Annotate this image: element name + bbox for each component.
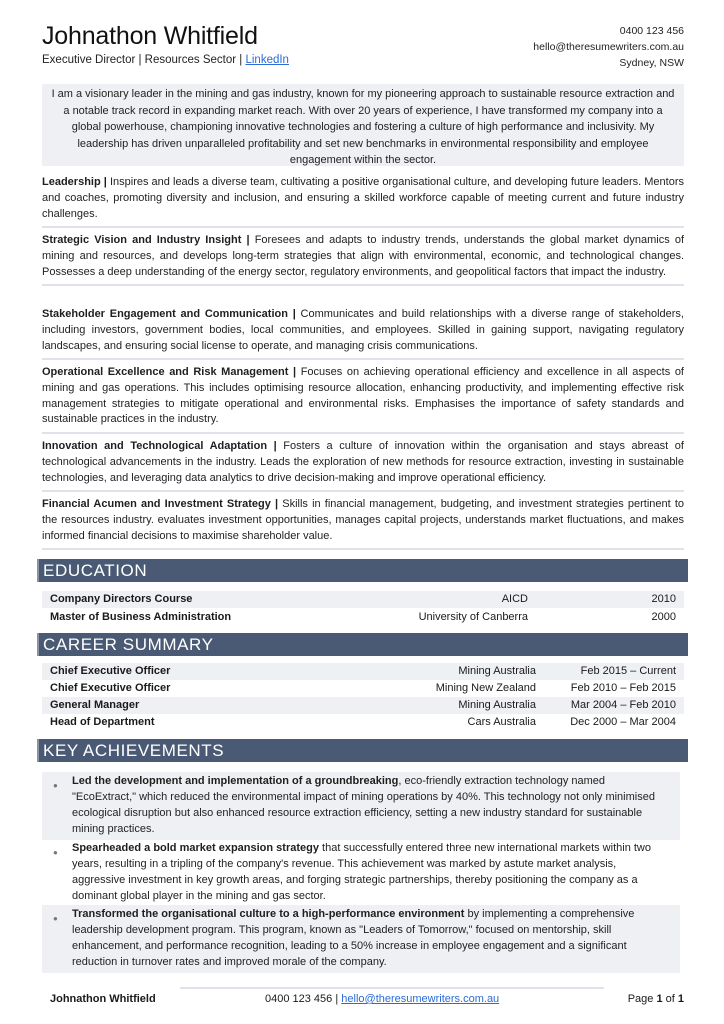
career-row (42, 714, 684, 731)
skill-leadership (42, 175, 684, 228)
achievement-bold: Led the development and implementation of a groundbreaking (72, 775, 399, 787)
career-title: Chief Executive Officer (50, 665, 171, 677)
achievement-item (42, 839, 680, 907)
career-title: General Manager (50, 699, 140, 711)
page-number (628, 993, 684, 1005)
footer-email-link[interactable]: hello@theresumewriters.com.au (341, 993, 500, 1005)
skill-title: Financial Acumen and Investment Strategy | (42, 498, 283, 510)
page-total: 1 (677, 993, 684, 1005)
bullet-icon: ● (53, 914, 58, 923)
career-dates: Feb 2010 – Feb 2015 (570, 682, 676, 694)
career-dates: Feb 2015 – Current (580, 665, 676, 677)
education-institution: AICD (501, 593, 528, 605)
education-title: Company Directors Course (50, 593, 193, 605)
achievement-text: by implementing a comprehensive leadership development program. This program, known as "Leaders of Tomorrow," focused on mentorship, skill enhancement, and performance recognition, leading to a 50% increase in employee engagement and a significant reduction in turnover rates and improved morale of the company. (72, 908, 635, 968)
skill-stakeholder-engagement (42, 307, 684, 360)
achievement-item (42, 772, 680, 840)
footer-separator: | (332, 993, 342, 1005)
education-row (42, 609, 684, 626)
footer-name: Johnathon Whitfield (50, 993, 156, 1005)
footer-divider (180, 987, 604, 989)
skill-financial-acumen (42, 497, 684, 550)
education-year: 2000 (651, 611, 676, 623)
resume-header (42, 20, 684, 72)
education-institution: University of Canberra (418, 611, 528, 623)
skill-title: Leadership | (42, 176, 110, 188)
linkedin-link[interactable]: LinkedIn (245, 54, 289, 66)
career-company: Mining Australia (458, 699, 536, 711)
profile-summary: I am a visionary leader in the mining and gas industry, known for my pioneering approach to sustainable resource extraction and a notable track record in expanding market reach. With over 20 years of experience, I have transformed my company into a global powerhouse, championing innovative technologies and fostering a culture of high performance and inclusivity. My leadership has driven unparalleled profitability and set new benchmarks in environmental responsibility and employee engagement within the sector. (42, 84, 684, 166)
skill-text: Skills in financial management, budgeting, and investment strategies pertinent to the resources industry. evaluates investment opportunities, manages capital projects, understands market fluctuations, and makes informed financial decisions to maximise shareholder value. (42, 498, 685, 542)
career-row (42, 680, 684, 697)
career-title: Head of Department (50, 716, 155, 728)
skill-innovation (42, 439, 684, 492)
career-row (42, 697, 684, 714)
career-dates: Mar 2004 – Feb 2010 (570, 699, 676, 711)
skill-text: Inspires and leads a diverse team, cultivating a positive organisational culture, and developing future leaders. Mentors and coaches, promoting diversity and inclusion, and ensuring a skilled workforce capable of meeting current and future industry challenges. (42, 176, 685, 220)
achievement-item (42, 905, 680, 973)
footer-phone: 0400 123 456 (265, 993, 333, 1005)
education-title: Master of Business Administration (50, 611, 232, 623)
page-prefix: Page (627, 993, 657, 1005)
footer-contact (265, 993, 499, 1005)
achievement-bold: Transformed the organisational culture to a high-performance environment (72, 908, 465, 920)
education-heading: EDUCATION (37, 559, 688, 582)
career-heading: CAREER SUMMARY (37, 633, 688, 656)
career-dates: Dec 2000 – Mar 2004 (570, 716, 676, 728)
skill-title: Operational Excellence and Risk Management | (42, 366, 301, 378)
career-company: Mining Australia (458, 665, 536, 677)
skill-title: Innovation and Technological Adaptation | (42, 440, 284, 452)
achievements-heading: KEY ACHIEVEMENTS (37, 739, 688, 762)
skill-title: Strategic Vision and Industry Insight | (42, 234, 255, 246)
achievement-text: that successfully entered three new international markets within two years, resulting in a tripling of the company's revenue. This achievement was marked by astute market analysis, aggressive investment in key growth areas, and forging strategic partnerships, thereby positioning the company as a dominant global player in the mining and gas sector. (72, 842, 651, 902)
subtitle-text: Executive Director | Resources Sector | (42, 54, 246, 66)
skill-text: Focuses on achieving operational efficiency and excellence in all aspects of mining and gas operations. This includes optimising resource allocation, enhancing productivity, and implementing effective risk management strategies to mitigate operational and environmental risks. Emphasises the importance of safety standards and sustainable practices in the industry. (42, 366, 684, 426)
skill-text: Fosters a culture of innovation within the organisation and stays abreast of technological advancements in the industry. Leads the exploration of new methods for resource extraction, investing in sustainable technologies, and leveraging data analytics to drive decision-making and improve operational efficiency. (42, 440, 684, 484)
achievement-bold: Spearheaded a bold market expansion strategy (72, 842, 319, 854)
skill-title: Stakeholder Engagement and Communication | (42, 308, 301, 320)
contact-block (533, 23, 684, 71)
contact-phone: 0400 123 456 (619, 25, 684, 37)
page-mid: of (662, 993, 678, 1005)
page-current: 1 (656, 993, 663, 1005)
achievement-text: , eco-friendly extraction technology named "EcoExtract," which reduced the environmental impact of mining operations by 40%. This technology not only minimised ecological disruption but also enhanced resource extraction efficiency, setting a new industry standard for sustainable mining practices. (72, 775, 655, 835)
skill-text: Foresees and adapts to industry trends, understands the global market dynamics of mining and resources, and develops long-term strategies that align with environmental, economic, and technological changes. Possesses a deep understanding of the energy sector, regulatory environments, and geopolitical factors that impact the industry. (42, 234, 684, 278)
contact-email: hello@theresumewriters.com.au (533, 41, 684, 53)
candidate-name: Johnathon Whitfield (42, 22, 258, 50)
skill-operational-excellence (42, 365, 684, 434)
bullet-icon: ● (53, 848, 58, 857)
bullet-icon: ● (53, 781, 58, 790)
career-company: Cars Australia (467, 716, 536, 728)
education-year: 2010 (651, 593, 676, 605)
career-title: Chief Executive Officer (50, 682, 171, 694)
career-company: Mining New Zealand (435, 682, 536, 694)
education-row (42, 591, 684, 608)
candidate-subtitle (42, 54, 289, 66)
skill-text: Communicates and build relationships with a diverse range of stakeholders, including investors, government bodies, local communities, and employees. Skilled in gaining support, navigating regulatory landscapes, and ensuring social license to operate, and managing crisis communications. (42, 308, 684, 352)
skill-strategic-vision (42, 233, 684, 286)
career-row (42, 663, 684, 680)
contact-location: Sydney, NSW (619, 57, 684, 69)
